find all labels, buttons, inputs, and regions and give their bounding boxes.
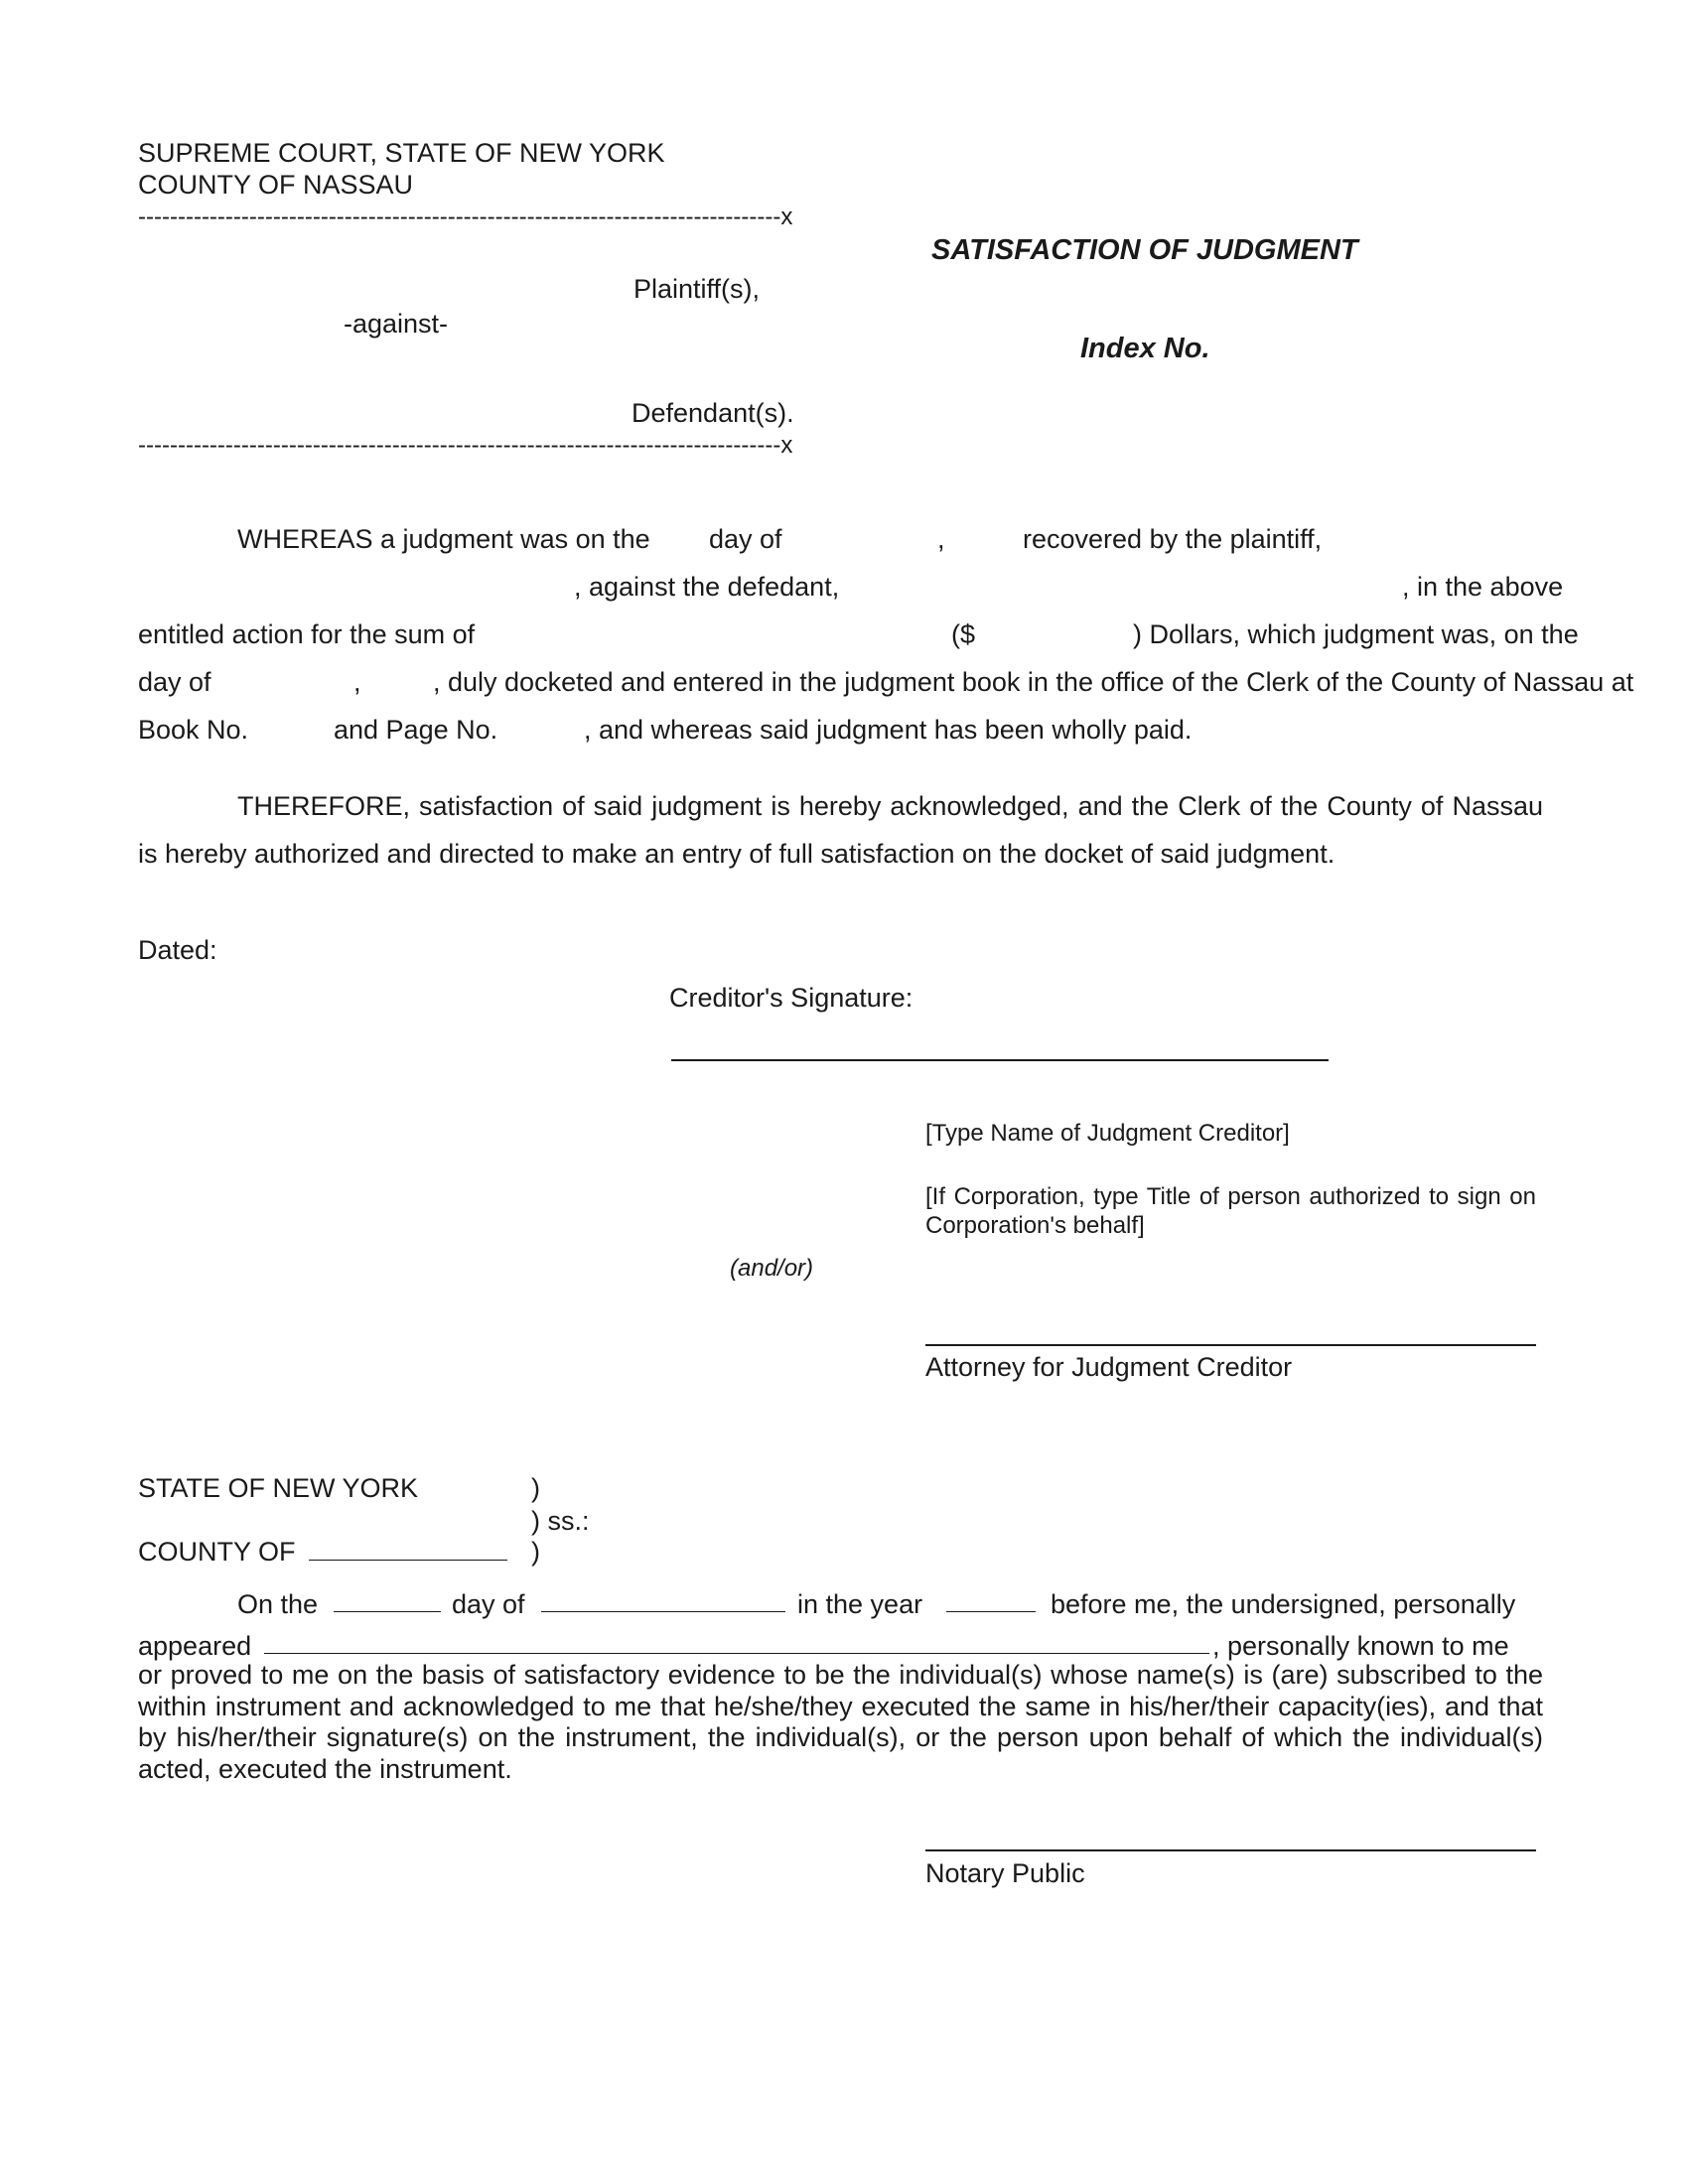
whereas-text-10: day of bbox=[138, 667, 211, 697]
creditor-name-hint: [Type Name of Judgment Creditor] bbox=[925, 1120, 1290, 1147]
plaintiff-label: Plaintiff(s), bbox=[633, 274, 761, 304]
document-title: SATISFACTION OF JUDGMENT bbox=[931, 234, 1358, 266]
venue-state: STATE OF NEW YORK bbox=[138, 1473, 419, 1503]
whereas-text-1: WHEREAS a judgment was on the bbox=[237, 524, 650, 554]
ack-on-the: On the bbox=[237, 1589, 319, 1619]
venue-paren-3: ) bbox=[531, 1537, 540, 1567]
whereas-text-11: , bbox=[353, 667, 361, 697]
county-name: COUNTY OF NASSAU bbox=[138, 170, 414, 200]
ack-year-blank[interactable] bbox=[946, 1591, 1036, 1612]
whereas-text-15: , and whereas said judgment has been wholly paid. bbox=[584, 715, 1193, 745]
creditor-signature-line bbox=[671, 1059, 1329, 1061]
notary-label: Notary Public bbox=[925, 1858, 1085, 1888]
defendant-label: Defendant(s). bbox=[632, 398, 794, 428]
whereas-text-13: Book No. bbox=[138, 715, 249, 745]
notary-signature-line bbox=[925, 1849, 1536, 1851]
whereas-text-8: ($ bbox=[951, 619, 976, 649]
venue-county-label: COUNTY OF bbox=[138, 1537, 296, 1567]
venue-paren-1: ) bbox=[531, 1473, 540, 1503]
whereas-text-4: recovered by the plaintiff, bbox=[1023, 524, 1323, 554]
ack-appeared: appeared bbox=[138, 1631, 252, 1661]
venue-ss: ) ss.: bbox=[531, 1506, 590, 1536]
and-or-label: (and/or) bbox=[730, 1255, 814, 1282]
against-label: -against- bbox=[344, 309, 449, 339]
whereas-text-2: day of bbox=[709, 524, 782, 554]
corporation-title-hint: [If Corporation, type Title of person authorized to sign on Corporation's behalf] bbox=[925, 1183, 1536, 1239]
attorney-signature-line bbox=[925, 1344, 1536, 1346]
whereas-text-12: , duly docketed and entered in the judgment book in the office of the Clerk of the County of Nassau at bbox=[433, 667, 1634, 697]
ack-day-blank[interactable] bbox=[334, 1591, 441, 1612]
whereas-text-3: , bbox=[937, 524, 945, 554]
ack-in-the-year: in the year bbox=[797, 1589, 923, 1619]
caption-divider-bottom: ---------------------------------------------------------------------------------x bbox=[138, 432, 793, 459]
dated-label: Dated: bbox=[138, 935, 217, 965]
ack-day-of: day of bbox=[452, 1589, 525, 1619]
ack-body: or proved to me on the basis of satisfactory evidence to be the individual(s) whose name(s) is (are) subscribed to the within instrument and acknowledged to me that he/she/they executed the same in his/her/their capacity(ies), and that by his/her/their signature(s) on the instrument, the individual(s), or the person upon behalf of which the individual(s) acted, executed the instrument. bbox=[138, 1660, 1543, 1784]
creditor-signature-label: Creditor's Signature: bbox=[669, 983, 914, 1013]
whereas-text-7: entitled action for the sum of bbox=[138, 619, 476, 649]
therefore-paragraph: THEREFORE, satisfaction of said judgment is hereby acknowledged, and the Clerk of the County of Nassau is hereby authorized and directed to make an entry of full satisfaction on the docket of said judgment. bbox=[138, 791, 1543, 869]
county-blank[interactable] bbox=[309, 1540, 507, 1561]
venue-county bbox=[138, 1539, 507, 1566]
whereas-text-6: , in the above bbox=[1402, 572, 1564, 602]
whereas-text-14: and Page No. bbox=[334, 715, 498, 745]
ack-month-blank[interactable] bbox=[541, 1591, 785, 1612]
court-name: SUPREME COURT, STATE OF NEW YORK bbox=[138, 138, 665, 168]
ack-before-me: before me, the undersigned, personally bbox=[1051, 1589, 1516, 1619]
caption-divider-top: ---------------------------------------------------------------------------------x bbox=[138, 204, 793, 230]
index-number-label: Index No. bbox=[1080, 333, 1210, 364]
whereas-text-5: , against the defedant, bbox=[574, 572, 840, 602]
ack-name-blank[interactable] bbox=[264, 1633, 1209, 1654]
whereas-text-9: ) Dollars, which judgment was, on the bbox=[1133, 619, 1579, 649]
attorney-label: Attorney for Judgment Creditor bbox=[925, 1352, 1293, 1382]
ack-personally-known: , personally known to me bbox=[1212, 1631, 1509, 1661]
